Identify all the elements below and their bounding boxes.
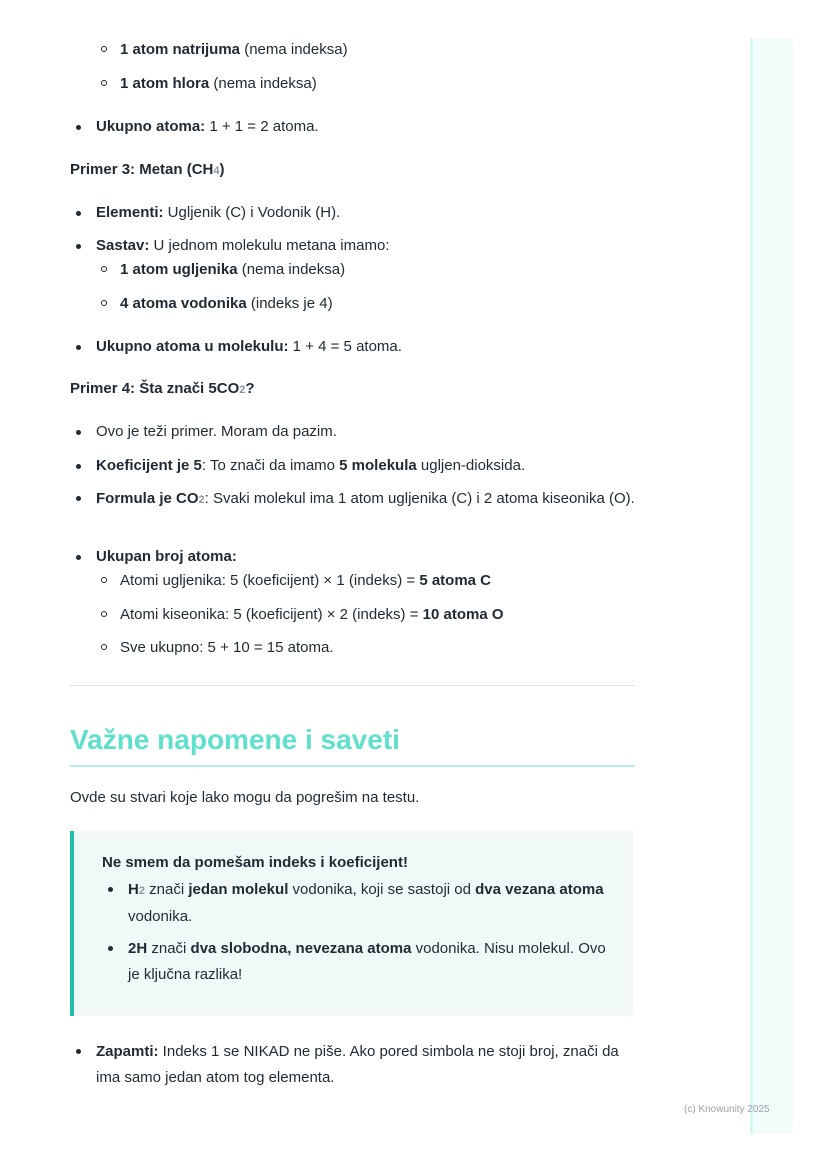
example4-list: [70, 454, 635, 478]
atom-list-example2: [70, 72, 635, 96]
warning-callout: [70, 831, 633, 1016]
list-item: 2H znači dva slobodna, nevezana atoma vodonika. Nisu molekul. Ovo je ključna razlika!: [102, 936, 617, 988]
list-item: Sve ukupno: 5 + 10 = 15 atoma.: [70, 636, 635, 660]
list-item: Zapamti: Indeks 1 se NIKAD ne piše. Ako pored simbola ne stoji broj, znači da ima samo jedan atom tog elementa.: [70, 1039, 635, 1091]
example4-list: [70, 486, 635, 513]
list-item: Sastav: U jednom molekulu metana imamo:: [70, 234, 635, 258]
example3-list: [70, 201, 635, 225]
remember-list: [70, 1039, 635, 1091]
side-strip: [750, 38, 793, 1134]
total-list: [70, 115, 635, 139]
list-item: Koeficijent je 5: To znači da imamo 5 molekula ugljen-dioksida.: [70, 454, 635, 478]
callout-title: Ne smem da pomešam indeks i koeficijent!: [102, 854, 408, 871]
example4-sublist: [70, 569, 635, 593]
list-item: H2 znači jedan molekul vodonika, koji se sastoji od dva vezana atoma vodonika.: [102, 877, 617, 930]
section-title: Važne napomene i saveti: [70, 720, 635, 767]
list-item: 4 atoma vodonika (indeks je 4): [70, 292, 635, 316]
list-item: 1 atom hlora (nema indeksa): [70, 72, 635, 96]
list-item: Ukupno atoma u molekulu: 1 + 4 = 5 atoma.: [70, 335, 635, 359]
list-item: Elementi: Ugljenik (C) i Vodonik (H).: [70, 201, 635, 225]
list-item: Atomi ugljenika: 5 (koeficijent) × 1 (indeks) = 5 atoma C: [70, 569, 635, 593]
example3-sublist: [70, 292, 635, 316]
list-item: 1 atom ugljenika (nema indeksa): [70, 258, 635, 282]
example3-list: [70, 234, 635, 258]
divider: [70, 685, 635, 686]
example3-sublist: [70, 258, 635, 282]
example3-list: [70, 335, 635, 359]
footer-copyright: (c) Knowunity 2025: [684, 1104, 770, 1115]
example4-sublist: [70, 603, 635, 627]
example3-heading: Primer 3: Metan (CH4): [70, 161, 225, 178]
example4-heading: Primer 4: Šta znači 5CO2?: [70, 380, 255, 397]
list-item: Formula je CO2: Svaki molekul ima 1 atom ugljenika (C) i 2 atoma kiseonika (O).: [70, 486, 635, 513]
example4-list: [70, 545, 635, 569]
list-item: Atomi kiseonika: 5 (koeficijent) × 2 (indeks) = 10 atoma O: [70, 603, 635, 627]
example4-list: [70, 420, 635, 444]
list-item: Ukupno atoma: 1 + 1 = 2 atoma.: [70, 115, 635, 139]
callout-list: [102, 877, 617, 988]
section-intro: Ovde su stvari koje lako mogu da pogrešim na testu.: [70, 789, 420, 806]
list-item: 1 atom natrijuma (nema indeksa): [70, 38, 635, 62]
list-item: Ovo je teži primer. Moram da pazim.: [70, 420, 635, 444]
example4-sublist: [70, 636, 635, 660]
list-item: Ukupan broj atoma:: [70, 545, 635, 569]
atom-list-example2: [70, 38, 635, 62]
